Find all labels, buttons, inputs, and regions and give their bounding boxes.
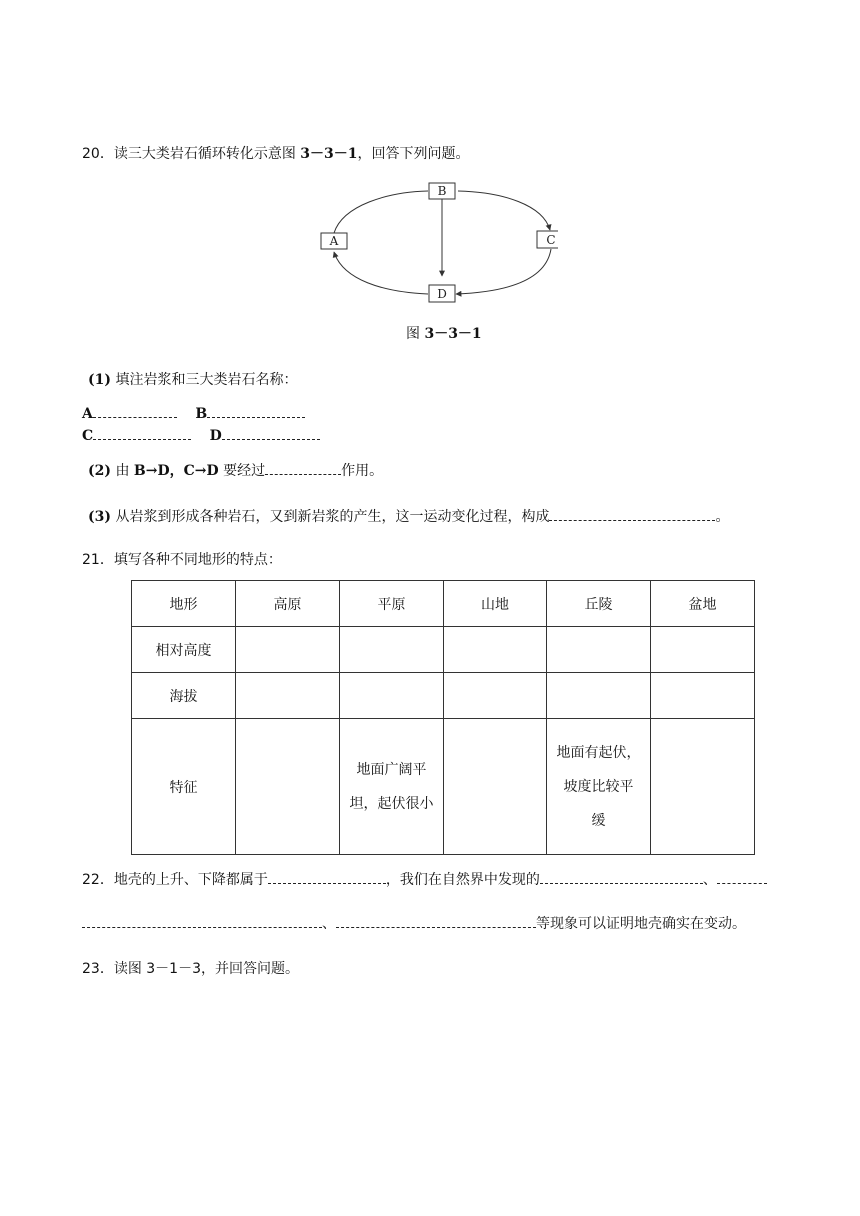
q22-text1: 22．地壳的上升、下降都属于 xyxy=(82,872,268,888)
q22-text2: ，我们在自然界中发现的 xyxy=(385,872,540,888)
header-cell: 盆地 xyxy=(651,581,755,627)
sub1-num: (1) xyxy=(88,372,111,388)
rock-cycle-diagram xyxy=(318,180,558,305)
arc-c-d xyxy=(456,249,551,294)
blank-q22-1[interactable] xyxy=(268,869,386,884)
table-cell[interactable] xyxy=(651,719,755,855)
blank-q22-3a[interactable] xyxy=(717,869,767,884)
q20-title xyxy=(82,144,470,164)
q20-fig-ref: 3－3－1 xyxy=(300,146,358,162)
node-d: D xyxy=(437,287,447,301)
q22-sep1: 、 xyxy=(702,872,717,888)
blank-q22-3b[interactable] xyxy=(82,913,322,928)
sub3-num: (3) xyxy=(88,509,111,525)
header-cell: 平原 xyxy=(340,581,444,627)
blank-a[interactable] xyxy=(93,403,177,418)
arc-a-b xyxy=(334,191,428,233)
table-cell[interactable] xyxy=(651,627,755,673)
table-cell[interactable] xyxy=(340,627,444,673)
table-cell[interactable] xyxy=(444,627,547,673)
feature-line: 缓 xyxy=(591,812,606,829)
header-cell: 高原 xyxy=(236,581,340,627)
row-label: 特征 xyxy=(132,719,236,855)
q23-title: 23．读图 3－1－3，并回答问题。 xyxy=(82,961,299,977)
table-cell-hill-feature xyxy=(547,719,651,855)
sub2-text3: 作用。 xyxy=(341,463,384,479)
table-header-row xyxy=(132,581,755,627)
blank-b[interactable] xyxy=(207,403,305,418)
table-cell[interactable] xyxy=(444,719,547,855)
arc-b-c xyxy=(458,191,550,230)
blank-q22-4[interactable] xyxy=(336,913,536,928)
q21-title: 21．填写各种不同地形的特点： xyxy=(82,552,282,568)
table-cell[interactable] xyxy=(547,627,651,673)
blank-sub2[interactable] xyxy=(265,460,341,475)
feature-line: 坦，起伏很小 xyxy=(349,795,434,812)
sub1-text: 填注岩浆和三大类岩石名称： xyxy=(115,372,298,388)
table-cell-plain-feature xyxy=(340,719,444,855)
table-cell[interactable] xyxy=(236,673,340,719)
table-cell[interactable] xyxy=(547,673,651,719)
feature-line: 地面有起伏， xyxy=(556,744,641,761)
blank-c[interactable] xyxy=(93,425,191,440)
q20-prefix: 20．读三大类岩石循环转化示意图 xyxy=(82,146,301,162)
header-cell: 地形 xyxy=(132,581,236,627)
sub2-ref: B→D，C→D xyxy=(133,463,219,479)
sub3-text2: 。 xyxy=(715,509,730,525)
q22-line1 xyxy=(82,869,767,890)
table-row xyxy=(132,719,755,855)
sub3-text1: 从岩浆到形成各种岩石，又到新岩浆的产生，这一运动变化过程，构成 xyxy=(115,509,550,525)
table-row xyxy=(132,627,755,673)
label-a: A xyxy=(82,406,93,422)
table-cell[interactable] xyxy=(651,673,755,719)
terrain-table xyxy=(131,580,755,855)
label-d: D xyxy=(209,428,222,444)
q20-sub3 xyxy=(88,506,729,527)
q20-sub1 xyxy=(88,370,297,390)
label-c: C xyxy=(82,428,94,444)
header-cell: 丘陵 xyxy=(547,581,651,627)
blank-q22-2[interactable] xyxy=(540,869,703,884)
q22-text3: 等现象可以证明地壳确实在变动。 xyxy=(536,916,746,932)
q22-sep2: 、 xyxy=(322,916,336,932)
sub2-text2: 要经过 xyxy=(218,463,266,479)
blank-sub3[interactable] xyxy=(549,506,715,521)
sub2-text1: 由 xyxy=(115,463,134,479)
row-label: 相对高度 xyxy=(132,627,236,673)
q20-suffix: ，回答下列问题。 xyxy=(357,146,470,162)
arc-d-a xyxy=(334,252,428,294)
header-cell: 山地 xyxy=(444,581,547,627)
figure-caption xyxy=(406,324,482,344)
table-cell[interactable] xyxy=(236,719,340,855)
feature-line: 地面广阔平 xyxy=(356,761,427,778)
table-cell[interactable] xyxy=(236,627,340,673)
node-a: A xyxy=(329,234,339,248)
table-cell[interactable] xyxy=(444,673,547,719)
caption-prefix: 图 xyxy=(406,326,425,342)
table-cell[interactable] xyxy=(340,673,444,719)
node-b: B xyxy=(437,184,447,198)
feature-line: 坡度比较平 xyxy=(563,778,634,795)
answer-line-ab xyxy=(82,403,305,424)
table-row xyxy=(132,673,755,719)
answer-line-cd xyxy=(82,425,320,446)
blank-d[interactable] xyxy=(222,425,320,440)
q20-sub2 xyxy=(88,460,383,481)
node-c: C xyxy=(546,233,556,247)
sub2-num: (2) xyxy=(88,463,111,479)
row-label: 海拔 xyxy=(132,673,236,719)
q22-line2 xyxy=(82,913,746,934)
caption-ref: 3－3－1 xyxy=(424,326,482,342)
label-b: B xyxy=(195,406,208,422)
